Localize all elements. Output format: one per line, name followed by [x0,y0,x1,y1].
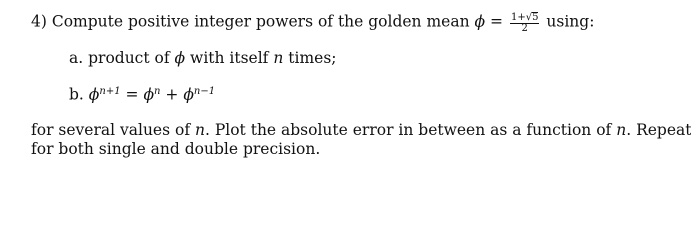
phi-symbol: ϕ [143,85,155,104]
variable-n: n [616,120,627,139]
item-marker: b. [69,85,84,104]
problem-number: 4) [31,12,47,31]
problem-tail [31,120,691,159]
problem-intro-text: Compute positive integer powers of the golden mean [51,12,470,31]
item-text-middle: with itself [190,49,269,67]
exponent: n−1 [193,86,216,97]
tail-text-start: for several values of [31,120,191,139]
item-text-before: product of [88,49,170,67]
tail-text-mid: . Plot the absolute error in between as a function of [204,120,612,139]
sqrt-symbol: √ [525,12,533,23]
list-item-a [69,49,661,68]
equals-sign: = [490,12,504,31]
numerator-lead: 1+ [510,12,526,23]
list-item-b [69,82,661,105]
sqrt-radicand: 5 [532,12,539,23]
tail-text-final: . Repeat [626,120,691,139]
exponent: n+1 [99,86,121,97]
phi-symbol: ϕ [88,85,100,104]
problem-intro-line [31,12,661,34]
problem-statement [31,12,691,159]
variable-n: n [273,49,284,67]
golden-ratio-fraction [510,12,540,34]
problem-intro-suffix: using: [546,12,595,31]
item-text-after: times; [288,49,337,67]
tail-line-2: for both single and double precision. [31,139,321,158]
phi-symbol: ϕ [183,85,194,104]
item-marker: a. [69,49,84,67]
exponent: n [154,86,161,97]
plus-sign: + [165,85,179,104]
method-list [69,49,661,105]
tail-line-1 [31,120,691,140]
fraction-denominator: 2 [521,23,528,34]
variable-n: n [195,120,205,139]
phi-symbol: ϕ [474,12,486,31]
phi-symbol: ϕ [174,49,186,67]
equals-sign: = [125,85,139,104]
